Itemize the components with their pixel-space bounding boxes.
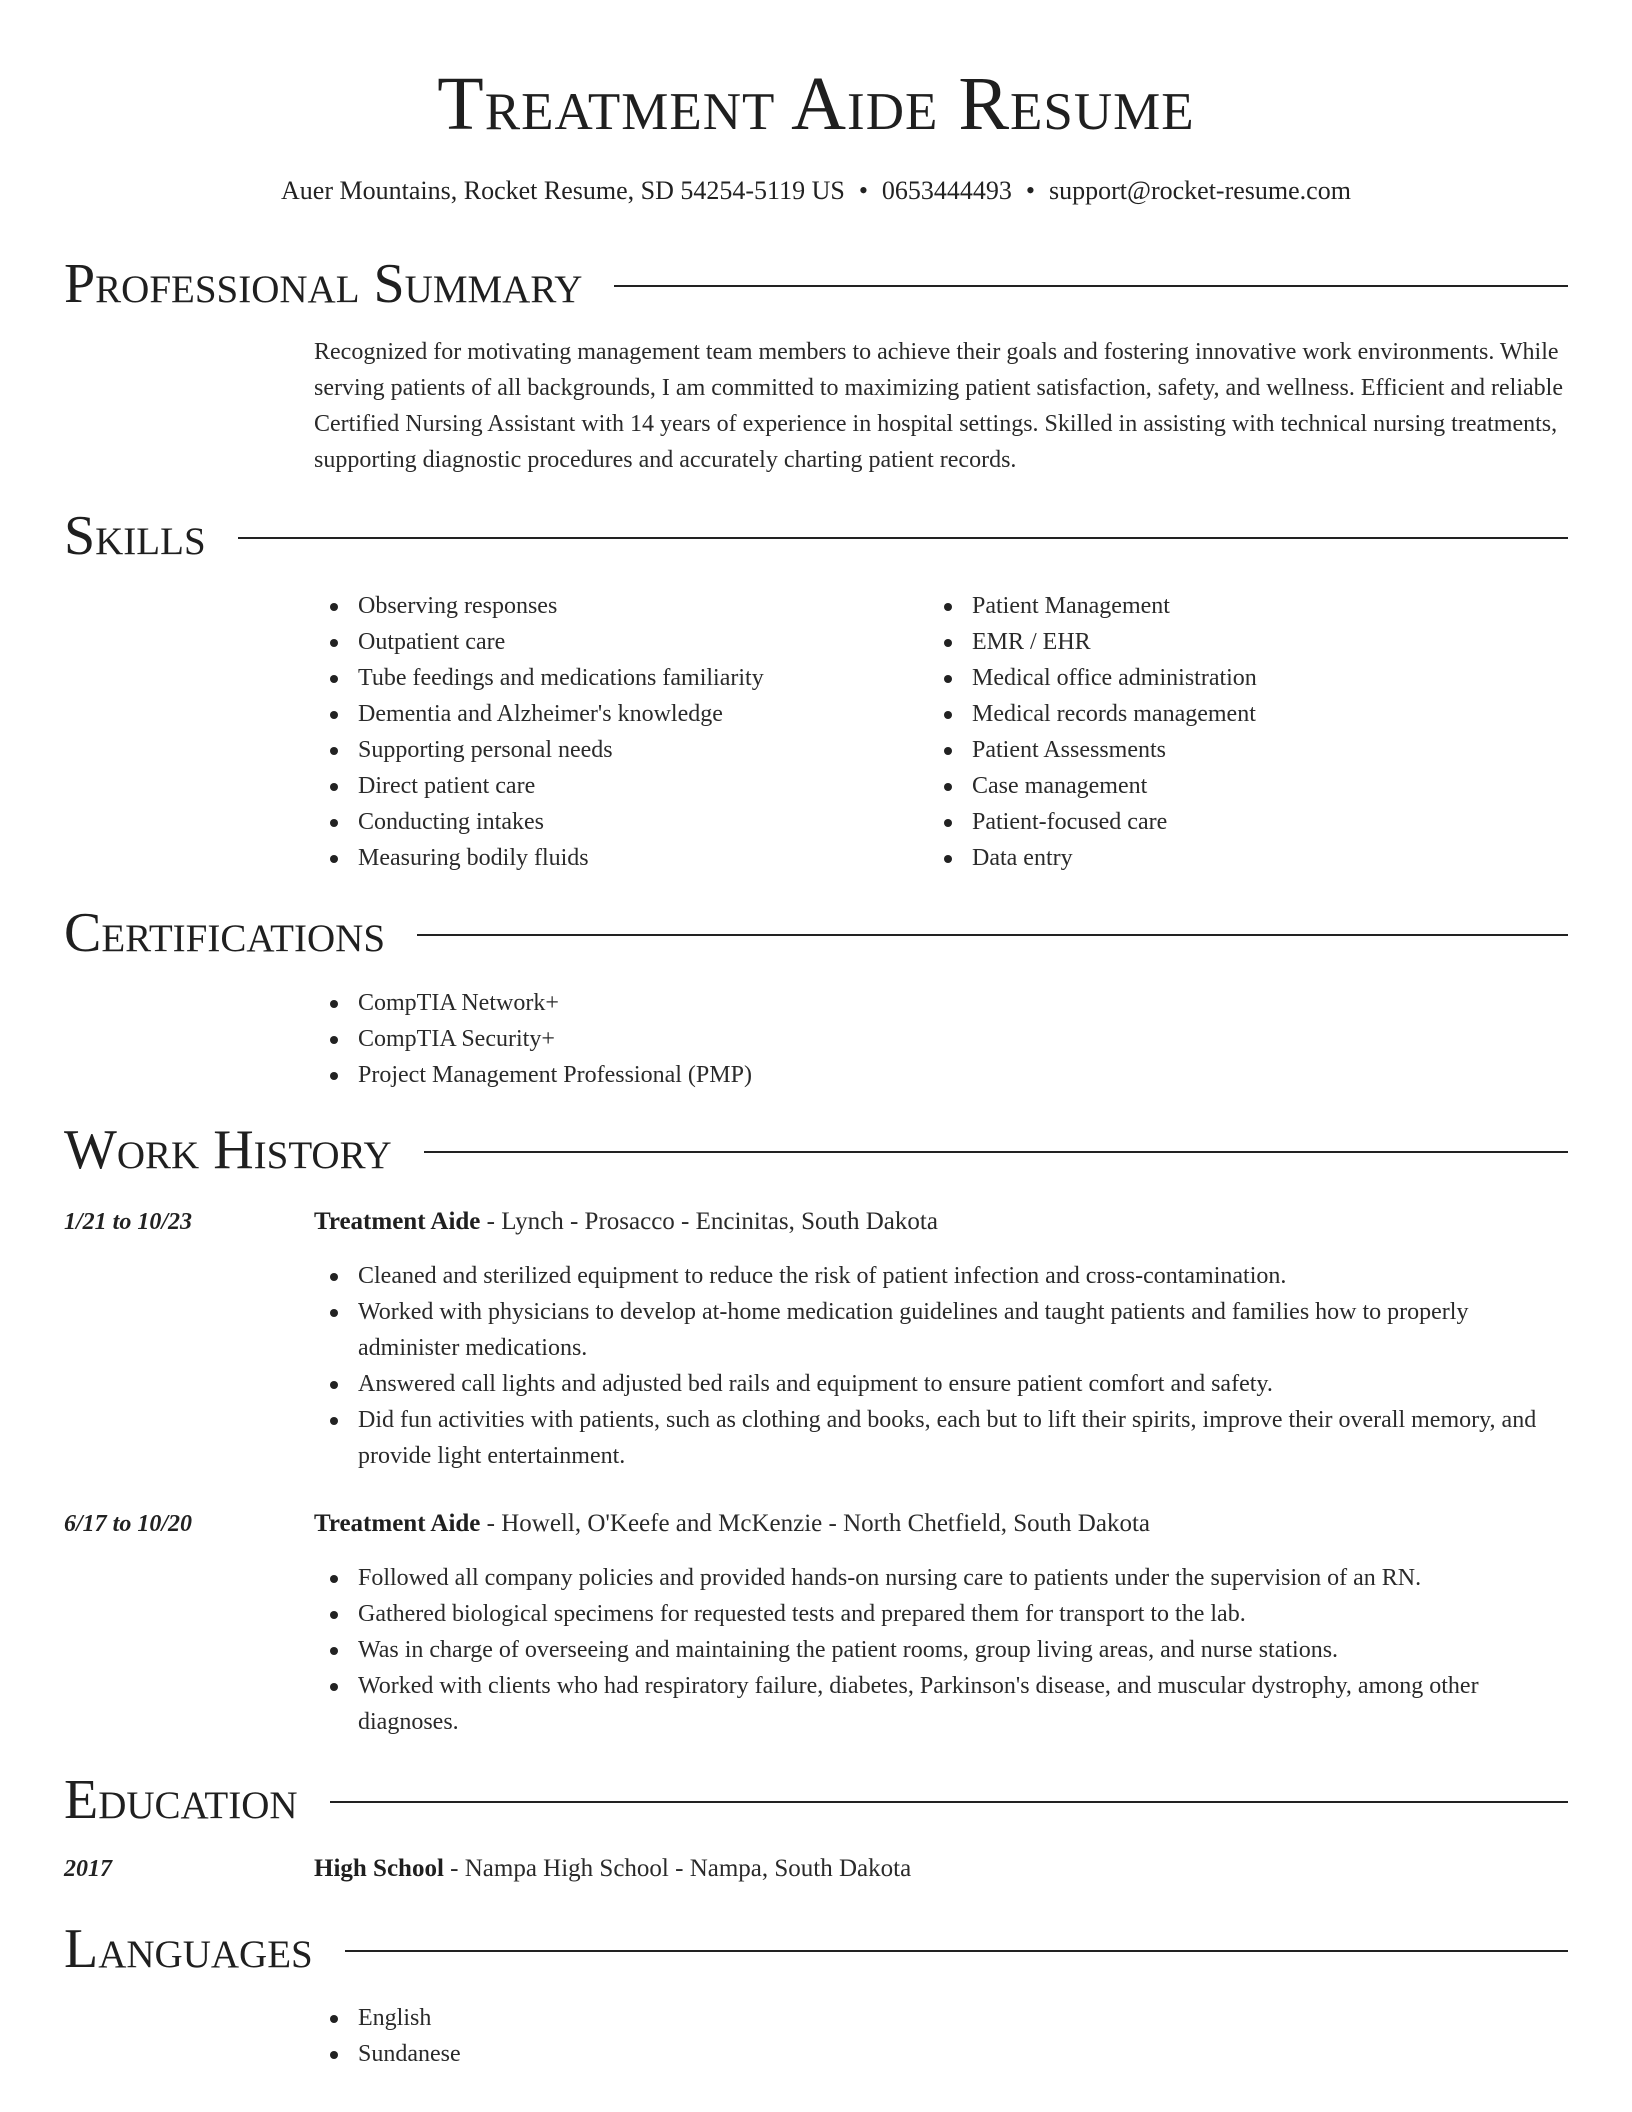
section-divider [417, 934, 1568, 936]
section-title-skills: Skills [64, 505, 206, 567]
certification-item: CompTIA Security+ [314, 1021, 1514, 1057]
page-title: Treatment Aide Resume [437, 62, 1195, 146]
section-header-summary [64, 249, 1568, 319]
summary-text: Recognized for motivating management team members to achieve their goals and fostering innovative work environments. While serving patients of all backgrounds, I am committed to maximizing patient satisfaction, safety, and wellness. Efficient and reliable Certified Nursing Assistant with 14 years of experience in hospital settings. Skilled in assisting with technical nursing treatments, supporting diagnostic procedures and accurately charting patient records. [314, 339, 1563, 473]
skill-item: Dementia and Alzheimer's knowledge [314, 696, 914, 732]
section-title-education: Education [64, 1769, 298, 1831]
section-divider [238, 537, 1568, 539]
job-dates: 6/17 to 10/20 [64, 1511, 193, 1537]
education-heading [314, 1851, 1568, 1887]
certifications-list [314, 985, 1514, 1093]
skill-item: Direct patient care [314, 768, 914, 804]
job-bullet: Did fun activities with patients, such as clothing and books, each but to lift their spirits, improve their overall memory, and provide light entertainment. [314, 1402, 1568, 1474]
language-item: Sundanese [314, 2036, 1514, 2072]
certification-item: Project Management Professional (PMP) [314, 1057, 1514, 1093]
section-header-skills [64, 501, 1568, 571]
skill-item: EMR / EHR [928, 624, 1528, 660]
contact-phone: 0653444493 [881, 176, 1012, 205]
education-degree: High School [314, 1855, 444, 1882]
education-school: - Nampa High School - Nampa, South Dakota [443, 1855, 912, 1882]
section-title-summary: Professional Summary [64, 253, 583, 315]
contact-separator: • [858, 176, 868, 205]
section-header-education [64, 1765, 1568, 1835]
job-bullet: Gathered biological specimens for requested tests and prepared them for transport to the lab. [314, 1596, 1568, 1632]
skill-item: Data entry [928, 840, 1528, 876]
job-bullets [314, 1560, 1568, 1740]
section-title-languages: Languages [64, 1918, 313, 1980]
job-bullets [314, 1258, 1568, 1474]
contact-email: support@rocket-resume.com [1049, 176, 1351, 205]
skill-item: Patient Management [928, 588, 1528, 624]
section-header-certifications [64, 898, 1568, 968]
job-heading [314, 1204, 1568, 1240]
job-bullet: Cleaned and sterilized equipment to reduce the risk of patient infection and cross-contamination. [314, 1258, 1568, 1294]
job-bullet: Answered call lights and adjusted bed rails and equipment to ensure patient comfort and safety. [314, 1366, 1568, 1402]
skill-item: Case management [928, 768, 1528, 804]
job-bullet: Worked with physicians to develop at-home medication guidelines and taught patients and families how to properly administer medications. [314, 1294, 1568, 1366]
skill-item: Supporting personal needs [314, 732, 914, 768]
section-header-work-history [64, 1115, 1568, 1185]
languages-list [314, 2000, 1514, 2072]
language-item: English [314, 2000, 1514, 2036]
job-title: Treatment Aide [314, 1208, 481, 1235]
job-bullet: Was in charge of overseeing and maintaining the patient rooms, group living areas, and nurse stations. [314, 1632, 1568, 1668]
section-divider [614, 285, 1568, 287]
skill-item: Observing responses [314, 588, 914, 624]
education-year: 2017 [64, 1856, 112, 1882]
skill-item: Outpatient care [314, 624, 914, 660]
section-title-certifications: Certifications [64, 902, 386, 964]
contact-separator: • [1025, 176, 1036, 205]
section-title-work-history: Work History [64, 1119, 392, 1181]
job-employer: - Lynch - Prosacco - Encinitas, South Dakota [480, 1208, 938, 1235]
skill-item: Medical records management [928, 696, 1528, 732]
section-divider [345, 1950, 1568, 1952]
section-divider [424, 1151, 1568, 1153]
skill-item: Patient-focused care [928, 804, 1528, 840]
skill-item: Tube feedings and medications familiarity [314, 660, 914, 696]
certification-item: CompTIA Network+ [314, 985, 1514, 1021]
contact-line [0, 174, 1632, 208]
skill-item: Conducting intakes [314, 804, 914, 840]
job-bullet: Followed all company policies and provided hands-on nursing care to patients under the supervision of an RN. [314, 1560, 1568, 1596]
skills-list-right [928, 588, 1528, 876]
section-divider [330, 1801, 1568, 1803]
skill-item: Measuring bodily fluids [314, 840, 914, 876]
job-title: Treatment Aide [314, 1510, 481, 1537]
job-bullet: Worked with clients who had respiratory failure, diabetes, Parkinson's disease, and muscular dystrophy, among other diagnoses. [314, 1668, 1568, 1740]
contact-address: Auer Mountains, Rocket Resume, SD 54254-5119 US [281, 176, 845, 205]
job-heading [314, 1506, 1568, 1542]
skill-item: Medical office administration [928, 660, 1528, 696]
job-employer: - Howell, O'Keefe and McKenzie - North Chetfield, South Dakota [480, 1510, 1150, 1537]
skill-item: Patient Assessments [928, 732, 1528, 768]
skills-list-left [314, 588, 914, 876]
job-dates: 1/21 to 10/23 [64, 1209, 193, 1235]
section-header-languages [64, 1914, 1568, 1984]
